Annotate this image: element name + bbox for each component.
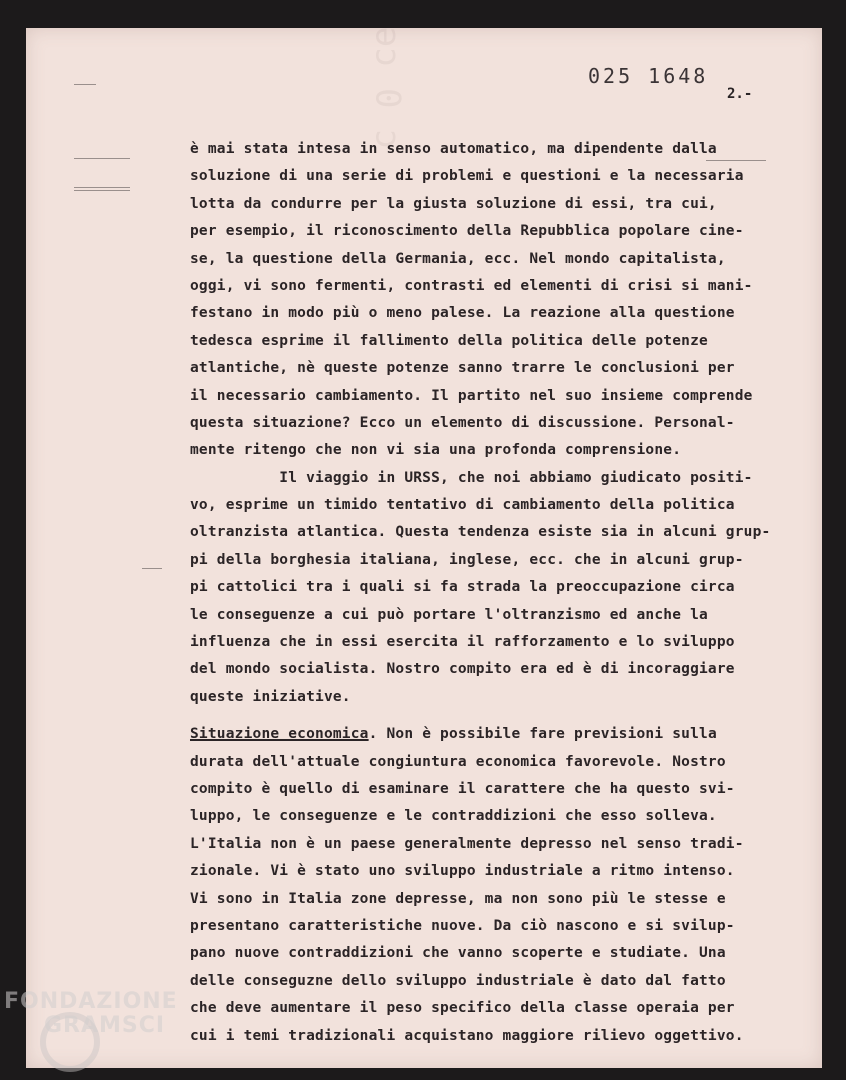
text-line: zionale. Vi è stato uno sviluppo industriale a ritmo intenso. <box>190 863 735 880</box>
text-line: pi cattolici tra i quali si fa strada la preoccupazione circa <box>190 579 735 596</box>
text-line: compito è quello di esaminare il carattere che ha questo svi- <box>190 780 735 797</box>
text-line: lotta da condurre per la giusta soluzione di essi, tra cui, <box>190 195 717 212</box>
text-line: se, la questione della Germania, ecc. Nel mondo capitalista, <box>190 250 726 267</box>
text-line: che deve aumentare il peso specifico della classe operaia per <box>190 1000 735 1017</box>
text-line: soluzione di una serie di problemi e questioni e la necessaria <box>190 168 744 185</box>
text-line: Il viaggio in URSS, che noi abbiamo giudicato positi- <box>190 469 753 486</box>
text-line: festano in modo più o meno palese. La reazione alla questione <box>190 305 735 322</box>
text-line: pano nuove contraddizioni che vanno scoperte e studiate. Una <box>190 945 726 962</box>
text-line: influenza che in essi esercita il rafforzamento e lo sviluppo <box>190 634 735 651</box>
bleed-through-marks: ǝɔ 0 ɔ <box>367 26 408 150</box>
text-line: mente ritengo che non vi sia una profonda comprensione. <box>190 442 682 459</box>
archive-number: 025 1648 <box>588 64 709 88</box>
text-line: Vi sono in Italia zone depresse, ma non sono più le stesse e <box>190 890 726 907</box>
margin-mark <box>74 158 130 159</box>
text-line: vo, esprime un timido tentativo di cambiamento della politica <box>190 497 735 514</box>
watermark <box>4 990 178 1038</box>
watermark-line-1: FONDAZIONE <box>4 989 178 1014</box>
text-line: durata dell'attuale congiuntura economica favorevole. Nostro <box>190 753 726 770</box>
text-line: del mondo socialista. Nostro compito era ed è di incoraggiare <box>190 661 735 678</box>
text-line: per esempio, il riconoscimento della Repubblica popolare cine- <box>190 223 744 240</box>
text-line: questa situazione? Ecco un elemento di discussione. Personal- <box>190 414 735 431</box>
text-line: oltranzista atlantica. Questa tendenza esiste sia in alcuni grup- <box>190 524 771 541</box>
text-line <box>190 721 830 748</box>
text-line: presentano caratteristiche nuove. Da ciò nascono e si svilup- <box>190 917 735 934</box>
text-line: atlantiche, nè queste potenze sanno trarre le conclusioni per <box>190 360 735 377</box>
text-line: delle conseguzne dello sviluppo industriale è dato dal fatto <box>190 972 726 989</box>
text-line: le conseguenze a cui può portare l'oltranzismo ed anche la <box>190 606 708 623</box>
text-line: queste iniziative. <box>190 688 351 705</box>
paragraph-1 <box>190 136 830 465</box>
margin-mark <box>74 187 130 191</box>
text-line: cui i temi tradizionali acquistano maggiore rilievo oggettivo. <box>190 1027 744 1044</box>
margin-mark <box>74 84 96 85</box>
section-first-line: . Non è possibile fare previsioni sulla <box>368 726 717 743</box>
paragraph-2 <box>190 465 830 712</box>
text-line: tedesca esprime il fallimento della politica delle potenze <box>190 332 708 349</box>
page-number: 2.- <box>727 86 753 102</box>
text-line: oggi, vi sono fermenti, contrasti ed elementi di crisi si mani- <box>190 277 753 294</box>
paragraph-3 <box>190 721 830 1050</box>
text-line: pi della borghesia italiana, inglese, ecc. che in alcuni grup- <box>190 551 744 568</box>
section-heading: Situazione economica <box>190 726 369 743</box>
text-line: il necessario cambiamento. Il partito nel suo insieme comprende <box>190 387 753 404</box>
watermark-line-2: GRAMSCI <box>44 1013 166 1038</box>
margin-mark <box>142 568 162 569</box>
document-body <box>190 136 830 1050</box>
text-line: è mai stata intesa in senso automatico, ma dipendente dalla <box>190 141 717 157</box>
text-line: luppo, le conseguenze e le contraddizioni che esso solleva. <box>190 808 717 825</box>
text-line: L'Italia non è un paese generalmente depresso nel senso tradi- <box>190 835 744 852</box>
